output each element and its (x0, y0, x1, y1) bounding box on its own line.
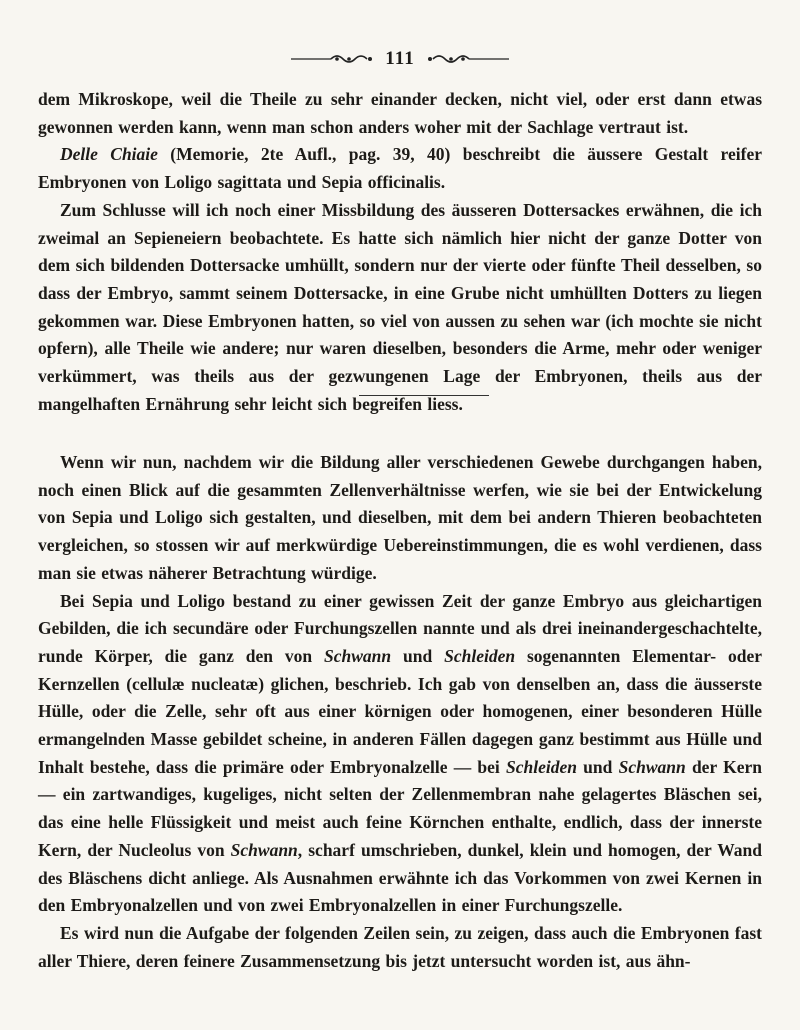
author-name: Schwann (324, 645, 392, 666)
paragraph (38, 141, 762, 196)
author-name: Schleiden (444, 645, 516, 666)
running-header (38, 48, 762, 70)
author-name: Schwann (618, 756, 686, 777)
left-ornament-icon (291, 53, 373, 65)
text-block-2 (38, 449, 762, 975)
author-name: Delle Chiaie (60, 144, 158, 165)
paragraph-text: sogenannten Elementar- oder Kernzellen (cellulæ nucleatæ) glichen, beschrieb. Ich gab von denselben an, dass die äusserste Hülle, oder die Zelle, sehr oft aus einer körnigen oder homogenen, einer besonderen Hülle ermangelnden Masse gebildet scheine, in anderen Fällen dagegen ganz bestimmt aus Hülle und Inhalt bestehe, dass die primäre oder Embryonalzelle — bei (38, 645, 763, 777)
paragraph-text: Bei Sepia und Loligo bestand zu einer gewissen Zeit der ganze Embryo aus gleichartigen Gebilden, die ich secundäre oder Furchungszellen nannte und als drei ineinandergeschachtelte, runde Körper, die ganz den von (38, 590, 762, 666)
right-ornament-icon (427, 53, 509, 65)
paragraph: dem Mikroskope, weil die Theile zu sehr einander decken, nicht viel, oder erst dann etwas gewonnen werden kann, wenn man schon anders woher mit der Sachlage vertraut ist. (38, 89, 762, 137)
page-number: 111 (385, 48, 415, 69)
paragraph: Wenn wir nun, nachdem wir die Bildung aller verschiedenen Gewebe durchgangen haben, noch einen Blick auf die gesammten Zellenverhältnisse werfen, wie sie bei der Entwickelung von Sepia und Loligo sich gestalten, und dieselben, mit dem bei andern Thieren beobachteten vergleichen, so stossen wir auf merkwürdige Uebereinstimmungen, die es wohl verdienen, dass man sie etwas näherer Betrachtung würdige. (38, 452, 762, 583)
text-block-1 (38, 86, 762, 418)
paragraph-text: und (576, 756, 619, 777)
paragraph-text: der Kern — ein zartwandiges, kugeliges, nicht selten der Zellenmembran nahe gelagertes Bläschen sei, das eine helle Flüssigkeit und meist auch feine Körnchen enthalte, endlich, dass der innerste Kern, der Nucleolus von (38, 756, 762, 860)
paragraph (38, 588, 762, 920)
paragraph-text: und (391, 645, 445, 666)
paragraph-text: (Memorie, 2te Aufl., pag. 39, 40) beschreibt die äussere Gestalt reifer Embryonen von Loligo sagittata und Sepia officinalis. (38, 144, 763, 193)
paragraph: Zum Schlusse will ich noch einer Missbildung des äusseren Dottersackes erwähnen, die ich zweimal an Sepieneiern beobachtete. Es hatte sich nämlich hier nicht der ganze Dotter von dem sich bildenden Dottersacke umhüllt, sondern nur der vierte oder fünfte Theil desselben, so dass der Embryo, sammt seinem Dottersacke, in eine Grube nicht umhüllten Dotters zu liegen gekommen war. Diese Embryonen hatten, so viel von aussen zu sehen war (ich mochte sie nicht opfern), alle Theile wie andere; nur waren dieselben, besonders die Arme, mehr oder weniger verkümmert, was theils aus der gezwungenen Lage der Embryonen, theils aus der mangelhaften Ernährung sehr leicht sich begreifen liess. (38, 199, 762, 414)
paragraph-text: , scharf umschrieben, dunkel, klein und homogen, der Wand des Bläschens dicht anliege. Als Ausnahmen erwähnte ich das Vorkommen von zwei Kernen in den Embryonalzellen und von zwei Embryonalzellen in einer Furchungszelle. (38, 839, 762, 916)
paragraph: Es wird nun die Aufgabe der folgenden Zeilen sein, zu zeigen, dass auch die Embryonen fast aller Thiere, deren feinere Zusammensetzung bis jetzt untersucht worden ist, aus ähn- (38, 922, 762, 971)
author-name: Schleiden (505, 756, 577, 777)
author-name: Schwann (230, 839, 298, 860)
section-divider (359, 395, 489, 396)
